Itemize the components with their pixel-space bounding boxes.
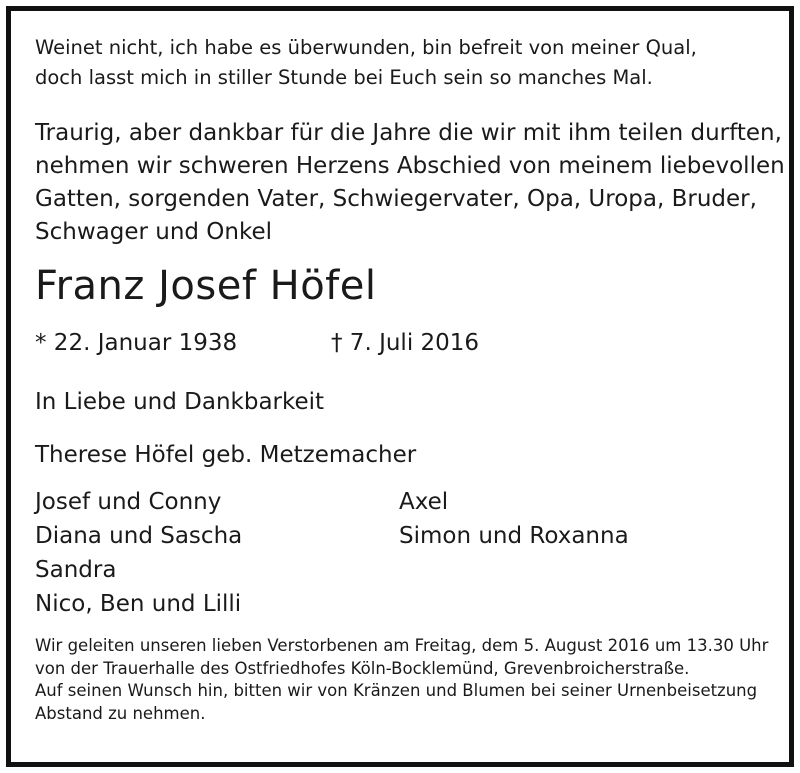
family-member: Josef und Conny [35, 489, 222, 515]
notice-line: Wir geleiten unseren lieben Verstorbenen am Freitag, dem 5. August 2016 um 13.30 Uhr [35, 636, 769, 655]
poem-line: Weinet nicht, ich habe es überwunden, bin befreit von meiner Qual, [35, 36, 697, 59]
poem-line: doch lasst mich in stiller Stunde bei Euch sein so manches Mal. [35, 66, 653, 89]
deceased-name: Franz Josef Höfel [35, 263, 377, 309]
notice-line: von der Trauerhalle des Ostfriedhofes Köln-Bocklemünd, Grevenbroicherstraße. [35, 658, 690, 678]
family-member: Axel [399, 489, 449, 515]
family-list-left [35, 485, 242, 621]
tribute-line: Gatten, sorgenden Vater, Schwiegervater, Opa, Uropa, Bruder, [35, 186, 757, 212]
notice-line: Auf seinen Wunsch hin, bitten wir von Kränzen und Blumen bei seiner Urnenbeisetzung [35, 681, 758, 700]
funeral-notice [35, 635, 768, 725]
family-member: Diana und Sascha [35, 523, 243, 549]
tribute-text [35, 117, 785, 249]
tribute-line: Schwager und Onkel [35, 219, 273, 245]
birth-date: * 22. Januar 1938 [35, 330, 238, 356]
family-member: Simon und Roxanna [399, 523, 629, 549]
tribute-line: nehmen wir schweren Herzens Abschied von meinem liebevollen [35, 153, 785, 179]
family-list-right [399, 485, 629, 553]
family-member: Nico, Ben und Lilli [35, 591, 242, 617]
death-date: † 7. Juli 2016 [331, 330, 480, 356]
closing-phrase: In Liebe und Dankbarkeit [35, 389, 325, 415]
notice-line: Abstand zu nehmen. [35, 703, 206, 723]
family-member: Sandra [35, 557, 117, 583]
tribute-line: Traurig, aber dankbar für die Jahre die wir mit ihm teilen durften, [35, 120, 782, 146]
widow-name: Therese Höfel geb. Metzemacher [35, 442, 417, 468]
obituary-card [6, 6, 794, 767]
poem-verse [35, 33, 697, 93]
